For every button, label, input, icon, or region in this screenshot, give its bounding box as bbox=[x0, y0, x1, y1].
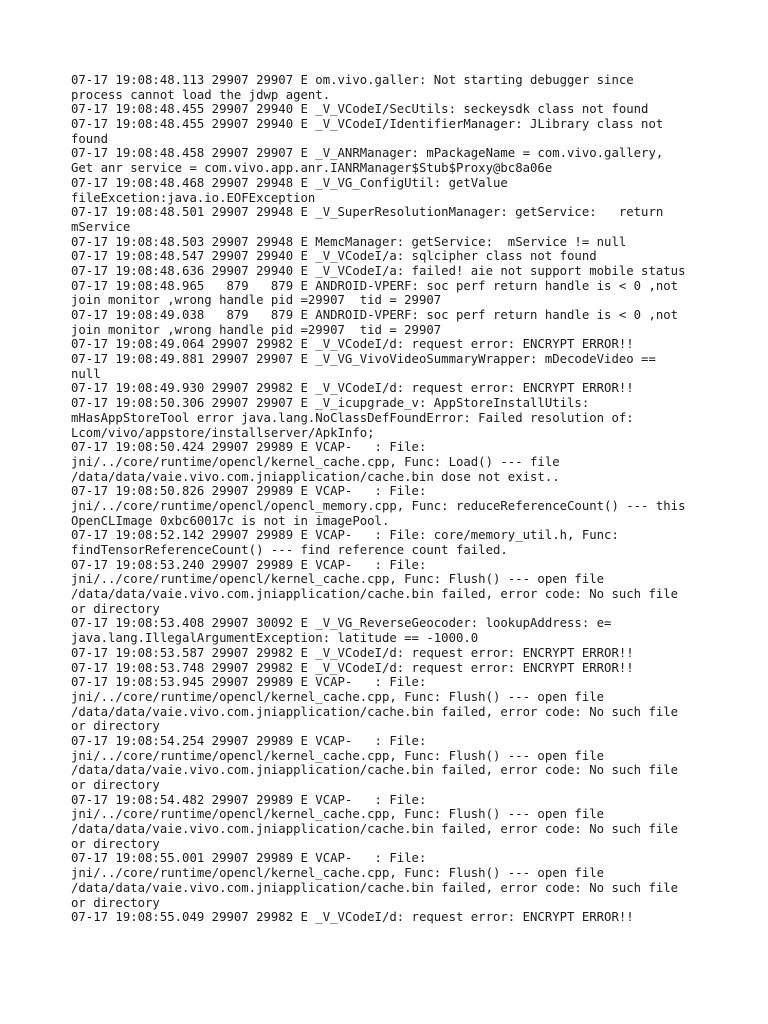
log-text-block bbox=[71, 73, 711, 925]
log-line: 07-17 19:08:49.881 29907 29907 E _V_VG_VivoVideoSummaryWrapper: mDecodeVideo == bbox=[71, 352, 656, 367]
log-line: 07-17 19:08:49.930 29907 29982 E _V_VCodeI/d: request error: ENCRYPT ERROR!! bbox=[71, 381, 634, 396]
log-line: 07-17 19:08:48.468 29907 29948 E _V_VG_ConfigUtil: getValue bbox=[71, 175, 508, 190]
log-line: Get anr service = com.vivo.app.anr.IANRManager$Stub$Proxy@bc8a06e bbox=[71, 161, 553, 176]
log-line: jni/../core/runtime/opencl/kernel_cache.cpp, Func: Flush() --- open file bbox=[71, 689, 605, 704]
log-line: 07-17 19:08:48.501 29907 29948 E _V_SuperResolutionManager: getService: return bbox=[71, 205, 664, 220]
log-line: jni/../core/runtime/opencl/kernel_cache.cpp, Func: Flush() --- open file bbox=[71, 866, 605, 881]
log-line: jni/../core/runtime/opencl/opencl_memory.cpp, Func: reduceReferenceCount() --- this bbox=[71, 498, 686, 513]
log-line: null bbox=[71, 366, 101, 381]
log-line: 07-17 19:08:49.064 29907 29982 E _V_VCodeI/d: request error: ENCRYPT ERROR!! bbox=[71, 337, 634, 352]
log-line: jni/../core/runtime/opencl/kernel_cache.cpp, Func: Flush() --- open file bbox=[71, 748, 605, 763]
log-line: Lcom/vivo/appstore/installserver/ApkInfo; bbox=[71, 425, 375, 440]
log-line: or directory bbox=[71, 895, 160, 910]
log-line: 07-17 19:08:48.458 29907 29907 E _V_ANRManager: mPackageName = com.vivo.gallery, bbox=[71, 146, 664, 161]
log-line: jni/../core/runtime/opencl/kernel_cache.cpp, Func: Flush() --- open file bbox=[71, 807, 605, 822]
log-line: process cannot load the jdwp agent. bbox=[71, 87, 331, 102]
log-line: 07-17 19:08:49.038 879 879 E ANDROID-VPERF: soc perf return handle is < 0 ,not bbox=[71, 308, 679, 322]
log-line: 07-17 19:08:55.001 29907 29989 E VCAP- : File: bbox=[71, 851, 427, 866]
log-line: jni/../core/runtime/opencl/kernel_cache.cpp, Func: Load() --- file bbox=[71, 454, 560, 469]
log-line: found bbox=[71, 131, 109, 146]
log-line: 07-17 19:08:48.455 29907 29940 E _V_VCodeI/IdentifierManager: JLibrary class not bbox=[71, 117, 664, 132]
log-line: /data/data/vaie.vivo.com.jniapplication/cache.bin dose not exist.. bbox=[71, 469, 560, 484]
log-line: or directory bbox=[71, 719, 160, 734]
log-line: 07-17 19:08:50.424 29907 29989 E VCAP- : File: bbox=[71, 440, 427, 455]
log-line: 07-17 19:08:48.965 879 879 E ANDROID-VPERF: soc perf return handle is < 0 ,not bbox=[71, 278, 679, 293]
log-line: join monitor ,wrong handle pid =29907 tid = 29907 bbox=[71, 293, 442, 308]
log-line: /data/data/vaie.vivo.com.jniapplication/cache.bin failed, error code: No such file bbox=[71, 587, 679, 602]
log-line: /data/data/vaie.vivo.com.jniapplication/cache.bin failed, error code: No such file bbox=[71, 880, 679, 895]
log-line: jni/../core/runtime/opencl/kernel_cache.cpp, Func: Flush() --- open file bbox=[71, 572, 605, 587]
log-line: findTensorReferenceCount() --- find reference count failed. bbox=[71, 543, 508, 557]
log-line: 07-17 19:08:50.306 29907 29907 E _V_icupgrade_v: AppStoreInstallUtils: bbox=[71, 396, 590, 411]
log-line: 07-17 19:08:53.748 29907 29982 E _V_VCodeI/d: request error: ENCRYPT ERROR!! bbox=[71, 660, 634, 675]
log-line: 07-17 19:08:48.636 29907 29940 E _V_VCodeI/a: failed! aie not support mobile status bbox=[71, 263, 686, 278]
log-line: 07-17 19:08:53.945 29907 29989 E VCAP- : File: bbox=[71, 675, 427, 690]
log-line: or directory bbox=[71, 836, 160, 851]
log-line: mService bbox=[71, 219, 131, 234]
log-line: 07-17 19:08:48.503 29907 29948 E MemcManager: getService: mService != null bbox=[71, 234, 627, 249]
log-line: join monitor ,wrong handle pid =29907 tid = 29907 bbox=[71, 322, 442, 337]
log-line: /data/data/vaie.vivo.com.jniapplication/cache.bin failed, error code: No such file bbox=[71, 704, 679, 719]
log-line: mHasAppStoreTool error java.lang.NoClassDefFoundError: Failed resolution of: bbox=[71, 410, 634, 425]
log-line: 07-17 19:08:54.482 29907 29989 E VCAP- : File: bbox=[71, 792, 427, 807]
log-line: 07-17 19:08:53.587 29907 29982 E _V_VCodeI/d: request error: ENCRYPT ERROR!! bbox=[71, 645, 634, 660]
log-line: 07-17 19:08:52.142 29907 29989 E VCAP- : File: core/memory_util.h, Func: bbox=[71, 528, 619, 543]
log-line: java.lang.IllegalArgumentException: latitude == -1000.0 bbox=[71, 631, 479, 646]
log-line: 07-17 19:08:53.240 29907 29989 E VCAP- : File: bbox=[71, 557, 427, 572]
log-line: fileExcetion:java.io.EOFException bbox=[71, 190, 316, 205]
log-line: /data/data/vaie.vivo.com.jniapplication/cache.bin failed, error code: No such file bbox=[71, 763, 679, 778]
log-line: 07-17 19:08:53.408 29907 30092 E _V_VG_ReverseGeocoder: lookupAddress: e= bbox=[71, 616, 612, 631]
log-line: or directory bbox=[71, 601, 160, 616]
log-line: OpenCLImage 0xbc60017c is not in imagePool. bbox=[71, 513, 390, 528]
log-line: or directory bbox=[71, 778, 160, 792]
log-line: 07-17 19:08:48.113 29907 29907 E om.vivo.galler: Not starting debugger since bbox=[71, 73, 634, 87]
log-line: 07-17 19:08:48.455 29907 29940 E _V_VCodeI/SecUtils: seckeysdk class not found bbox=[71, 102, 649, 117]
log-line: 07-17 19:08:48.547 29907 29940 E _V_VCodeI/a: sqlcipher class not found bbox=[71, 249, 597, 264]
log-line: 07-17 19:08:50.826 29907 29989 E VCAP- : File: bbox=[71, 484, 427, 499]
log-line: 07-17 19:08:54.254 29907 29989 E VCAP- : File: bbox=[71, 733, 427, 748]
log-line: 07-17 19:08:55.049 29907 29982 E _V_VCodeI/d: request error: ENCRYPT ERROR!! bbox=[71, 910, 634, 925]
log-line: /data/data/vaie.vivo.com.jniapplication/cache.bin failed, error code: No such file bbox=[71, 822, 679, 837]
